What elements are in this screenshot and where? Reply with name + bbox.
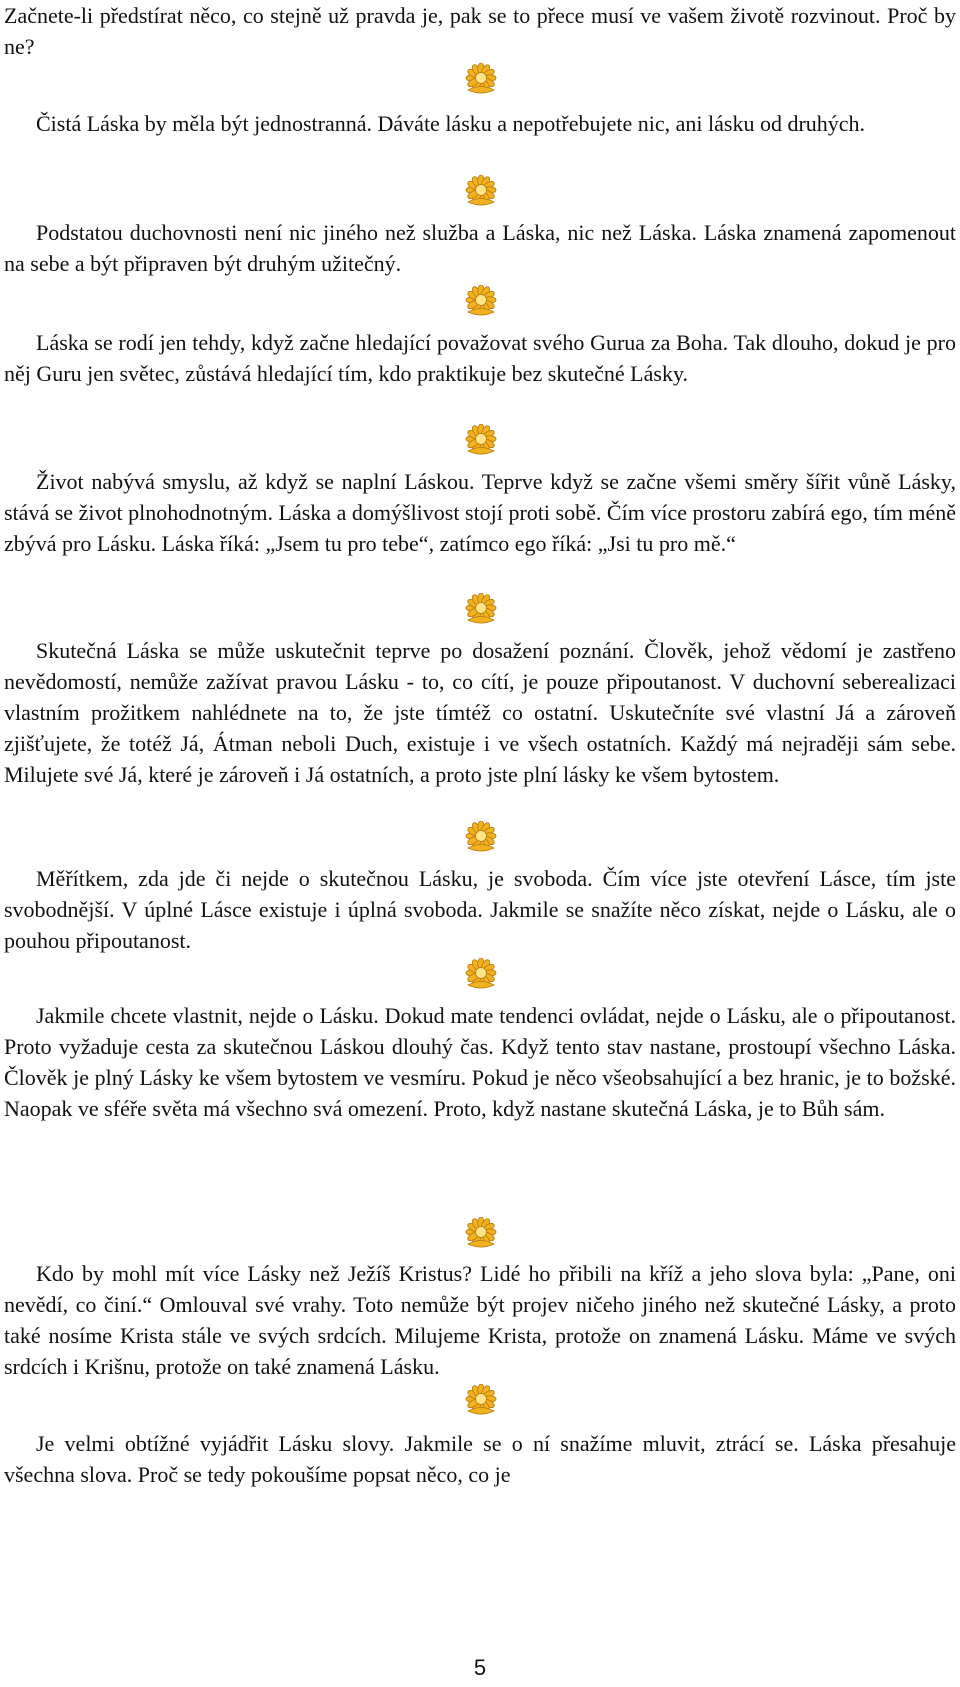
lotus-flower-icon [464, 285, 498, 319]
lotus-flower-icon [464, 1384, 498, 1418]
paragraph-7: Měřítkem, zda jde či nejde o skutečnou Lásku, je svoboda. Čím více jste otevření Lásce, tím jste svobodnější. V úplné Lásce existuje i úplná svoboda. Jakmile se snažíte něco získat, nejde o Lásku, ale o pouhou připoutanost. [4, 866, 956, 953]
lotus-flower-icon [464, 63, 498, 97]
paragraph-10: Je velmi obtížné vyjádřit Lásku slovy. Jakmile se o ní snažíme mluvit, ztrácí se. Láska přesahuje všechna slova. Proč se tedy pokoušíme popsat něco, co je [4, 1431, 956, 1487]
paragraph-6: Skutečná Láska se může uskutečnit teprve po dosažení poznání. Člověk, jehož vědomí je zastřeno nevědomostí, nemůže zažívat pravou Lásku - to, co cítí, je pouze připoutanost. V duchovní seberealizaci vlastním prožitkem nahlédnete na to, že jste tímtéž co ostatní. Uskutečníte své vlastní Já a zároveň zjišťujete, že totéž Já, Átman neboli Duch, existuje i ve všech ostatních. Každý má nejraději sám sebe. Milujete své Já, které je zároveň i Já ostatních, a proto jste plní lásky ke všem bytostem. [4, 638, 956, 787]
paragraph-9: Kdo by mohl mít více Lásky než Ježíš Kristus? Lidé ho přibili na kříž a jeho slova byla: „Pane, oni nevědí, co činí.“ Omlouval své vrahy. Toto nemůže být projev ničeho jiného než skutečné Lásky, a proto také nosíme Krista stále ve svých srdcích. Milujeme Krista, protože on znamená Lásku. Máme ve svých srdcích i Krišnu, protože on také znamená Lásku. [4, 1261, 956, 1379]
page-number: 5 [473, 1655, 487, 1680]
paragraph-1: Začnete-li předstírat něco, co stejně už pravda je, pak se to přece musí ve vašem životě rozvinout. Proč by ne? [4, 3, 956, 59]
lotus-flower-icon [464, 175, 498, 209]
paragraph-4: Láska se rodí jen tehdy, když začne hledající považovat svého Gurua za Boha. Tak dlouho, dokud je pro něj Guru jen světec, zůstává hledající tím, kdo praktikuje bez skutečné Lásky. [4, 330, 956, 386]
lotus-flower-icon [464, 821, 498, 855]
paragraph-5: Život nabývá smyslu, až když se naplní Láskou. Teprve když se začne všemi směry šířit vůně Lásky, stává se život plnohodnotným. Láska a domýšlivost stojí proti sobě. Čím více prostoru zabírá ego, tím méně zbývá pro Lásku. Láska říká: „Jsem tu pro tebe“, zatímco ego říká: „Jsi tu pro mě.“ [4, 469, 956, 556]
lotus-flower-icon [464, 593, 498, 627]
lotus-flower-icon [464, 424, 498, 458]
paragraph-3: Podstatou duchovnosti není nic jiného než služba a Láska, nic než Láska. Láska znamená zapomenout na sebe a být připraven být druhým užitečný. [4, 220, 956, 276]
lotus-flower-icon [464, 1217, 498, 1251]
paragraph-8: Jakmile chcete vlastnit, nejde o Lásku. Dokud mate tendenci ovládat, nejde o Lásku, ale o připoutanost. Proto vyžaduje cesta za skutečnou Láskou dlouhý čas. Když tento stav nastane, prostoupí všechno Láska. Člověk je plný Lásky ke všem bytostem ve vesmíru. Pokud je něco všeobsahující a bez hranic, je to božské. Naopak ve sféře světa má všechno svá omezení. Proto, když nastane skutečná Láska, je to Bůh sám. [4, 1003, 956, 1121]
paragraph-2: Čistá Láska by měla být jednostranná. Dáváte lásku a nepotřebujete nic, ani lásku od druhých. [36, 111, 866, 136]
lotus-flower-icon [464, 958, 498, 992]
